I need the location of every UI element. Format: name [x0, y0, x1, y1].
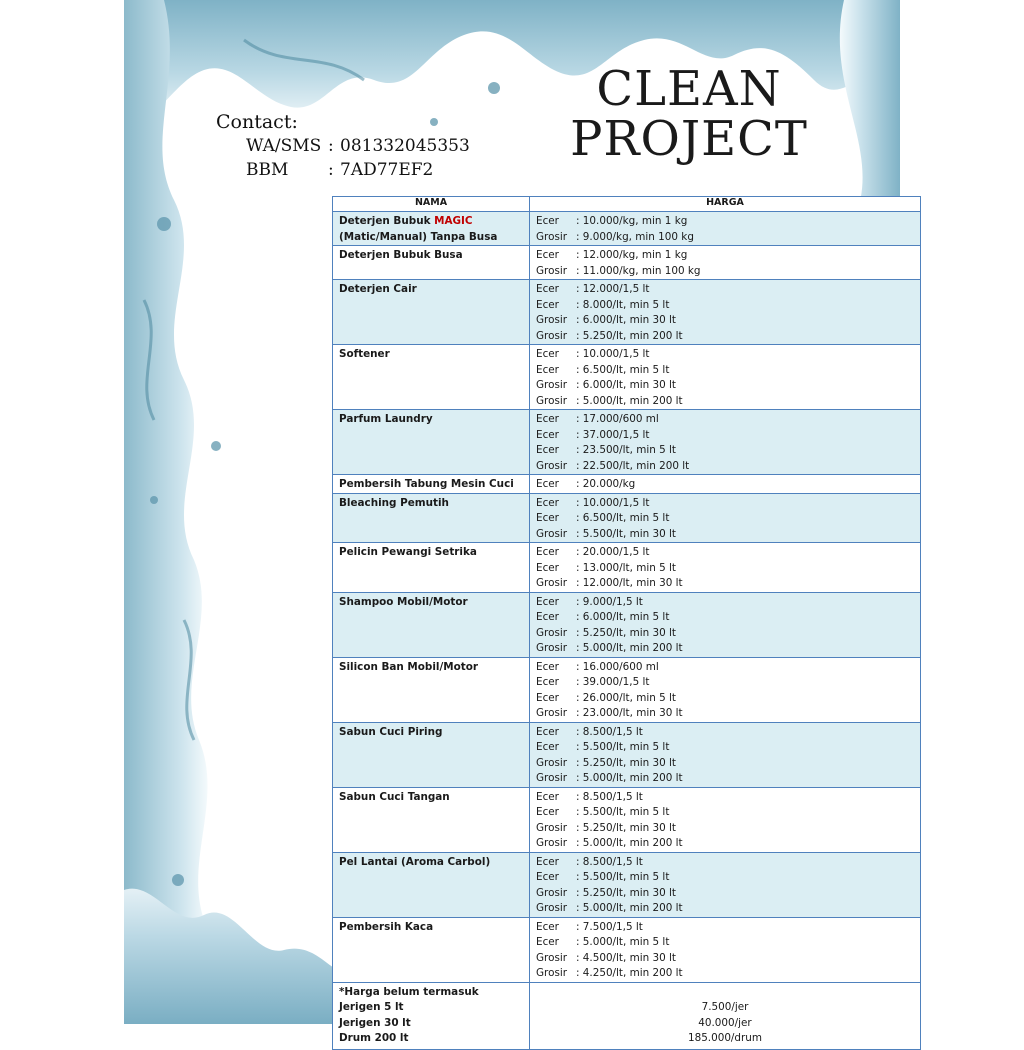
price-type: Ecer — [536, 512, 559, 524]
price-line — [536, 527, 920, 543]
price-value: : 5.500/lt, min 5 lt — [576, 871, 670, 883]
price-line — [536, 459, 920, 475]
footer-prices — [530, 982, 921, 1049]
price-table-footer — [333, 982, 921, 1049]
price-value: : 10.000/1,5 lt — [576, 496, 650, 509]
product-prices — [530, 657, 921, 722]
price-type: Ecer — [536, 855, 559, 868]
price-type: Ecer — [536, 725, 559, 738]
price-value: : 8.500/1,5 lt — [576, 855, 643, 868]
price-type: Grosir — [536, 642, 568, 654]
price-value: : 13.000/lt, min 5 lt — [576, 561, 676, 574]
table-row — [333, 493, 921, 543]
price-type: Ecer — [536, 283, 559, 295]
product-name-text: Shampoo Mobil/Motor — [339, 595, 468, 608]
price-value: : 12.000/1,5 lt — [576, 283, 650, 295]
product-name-text: Pembersih Kaca — [339, 920, 434, 933]
product-name-text: Deterjen Bubuk — [339, 215, 435, 227]
price-type: Ecer — [536, 348, 559, 360]
footer-item-price: 185.000/drum — [687, 1032, 763, 1044]
price-value: : 5.000/lt, min 200 lt — [576, 772, 683, 784]
table-row — [333, 475, 921, 494]
price-line — [536, 855, 920, 871]
price-value: : 12.000/lt, min 30 lt — [576, 577, 683, 589]
footer-note: *Harga belum termasuk — [339, 985, 479, 998]
price-type: Ecer — [536, 595, 559, 608]
footer-item-name: Drum 200 lt — [339, 1032, 409, 1044]
product-prices — [530, 787, 921, 852]
price-type: Ecer — [536, 676, 559, 688]
price-line — [536, 576, 920, 592]
price-value: : 4.250/lt, min 200 lt — [576, 967, 683, 979]
price-value: : 8.000/lt, min 5 lt — [576, 298, 670, 311]
price-line — [536, 394, 920, 410]
contact-separator: : — [328, 136, 334, 156]
table-row — [333, 722, 921, 787]
price-value: : 5.000/lt, min 200 lt — [576, 642, 683, 654]
contact-row-bbm — [246, 158, 470, 182]
table-header-row — [333, 197, 921, 212]
price-table — [332, 196, 921, 1050]
contact-row-wa — [246, 134, 470, 158]
price-line — [536, 901, 920, 917]
product-name — [333, 493, 530, 543]
product-name — [333, 280, 530, 345]
price-value: : 6.000/lt, min 5 lt — [576, 611, 670, 623]
product-name — [333, 657, 530, 722]
price-line — [536, 660, 920, 676]
price-value: : 11.000/kg, min 100 kg — [576, 264, 701, 277]
price-line — [536, 248, 920, 264]
table-row — [333, 657, 921, 722]
price-type: Grosir — [536, 772, 568, 784]
product-prices — [530, 722, 921, 787]
price-type: Grosir — [536, 459, 568, 472]
price-type: Grosir — [536, 527, 568, 540]
product-name-text: Sabun Cuci Piring — [339, 725, 443, 738]
product-name-text: Deterjen Cair — [339, 283, 417, 295]
price-value: : 20.000/1,5 lt — [576, 546, 650, 558]
price-type: Ecer — [536, 691, 559, 704]
price-value: : 5.500/lt, min 5 lt — [576, 806, 670, 818]
price-value: : 8.500/1,5 lt — [576, 790, 643, 803]
product-name-text: Bleaching Pemutih — [339, 496, 449, 509]
price-type: Grosir — [536, 707, 568, 719]
title-line-2: PROJECT — [570, 111, 808, 167]
price-line — [536, 298, 920, 314]
price-line — [536, 626, 920, 642]
price-type: Grosir — [536, 756, 568, 769]
price-line — [536, 821, 920, 837]
product-name-text: Parfum Laundry — [339, 413, 433, 425]
price-type: Grosir — [536, 626, 568, 639]
price-type: Grosir — [536, 230, 568, 243]
price-line — [536, 610, 920, 626]
price-line — [536, 545, 920, 561]
price-line — [536, 675, 920, 691]
product-name — [333, 410, 530, 475]
price-line — [536, 706, 920, 722]
product-name — [333, 917, 530, 982]
product-prices — [530, 493, 921, 543]
page-title — [544, 61, 834, 167]
price-line — [536, 805, 920, 821]
price-line — [536, 951, 920, 967]
price-value: : 9.000/kg, min 100 kg — [576, 230, 694, 243]
contact-bbm-pin: 7AD77EF2 — [340, 160, 434, 180]
price-line — [536, 935, 920, 951]
price-type: Grosir — [536, 394, 568, 407]
price-type: Ecer — [536, 215, 559, 227]
table-row — [333, 280, 921, 345]
product-name — [333, 852, 530, 917]
brand-highlight: MAGIC — [434, 215, 473, 227]
price-line — [536, 511, 920, 527]
table-row — [333, 543, 921, 593]
footer-row — [333, 982, 921, 1049]
price-line — [536, 561, 920, 577]
column-header-price: HARGA — [530, 197, 921, 212]
product-prices — [530, 475, 921, 494]
column-header-name: NAMA — [333, 197, 530, 212]
price-type: Ecer — [536, 444, 559, 456]
price-type: Ecer — [536, 428, 559, 441]
product-name-text: Softener — [339, 348, 390, 360]
product-name-text: Silicon Ban Mobil/Motor — [339, 660, 478, 673]
price-line — [536, 313, 920, 329]
price-type: Ecer — [536, 546, 559, 558]
footer-names — [333, 982, 530, 1049]
price-table-body — [333, 212, 921, 983]
price-type: Grosir — [536, 577, 568, 589]
price-line — [536, 443, 920, 459]
price-value: : 8.500/1,5 lt — [576, 725, 643, 738]
price-type: Grosir — [536, 837, 568, 849]
price-value: : 10.000/1,5 lt — [576, 348, 650, 360]
price-type: Grosir — [536, 314, 568, 326]
product-prices — [530, 410, 921, 475]
price-value: : 16.000/600 ml — [576, 660, 659, 673]
price-value: : 23.500/lt, min 5 lt — [576, 444, 676, 456]
price-type: Grosir — [536, 379, 568, 391]
product-prices — [530, 246, 921, 280]
price-value: : 4.500/lt, min 30 lt — [576, 951, 676, 964]
price-type: Ecer — [536, 871, 559, 883]
price-line — [536, 595, 920, 611]
product-name-text: Pel Lantai (Aroma Carbol) — [339, 855, 491, 868]
price-type: Ecer — [536, 478, 559, 490]
product-prices — [530, 852, 921, 917]
price-line — [536, 725, 920, 741]
price-type: Grosir — [536, 886, 568, 899]
table-row — [333, 917, 921, 982]
product-prices — [530, 212, 921, 246]
product-name — [333, 543, 530, 593]
contact-label: BBM — [246, 160, 289, 180]
title-line-1: CLEAN — [596, 61, 782, 117]
product-name-text: Pelicin Pewangi Setrika — [339, 546, 477, 558]
price-line — [536, 378, 920, 394]
price-line — [536, 740, 920, 756]
product-prices — [530, 280, 921, 345]
product-name-text: Deterjen Bubuk Busa — [339, 249, 463, 261]
table-row — [333, 212, 921, 246]
table-row — [333, 852, 921, 917]
table-row — [333, 592, 921, 657]
price-line — [536, 790, 920, 806]
price-line — [536, 641, 920, 657]
price-value: : 5.000/lt, min 200 lt — [576, 394, 683, 407]
contact-separator: : — [328, 160, 334, 180]
table-row — [333, 345, 921, 410]
price-type: Grosir — [536, 264, 568, 277]
price-value: : 12.000/kg, min 1 kg — [576, 249, 688, 261]
price-line — [536, 230, 920, 246]
price-line — [536, 886, 920, 902]
footer-item-price: 40.000/jer — [698, 1016, 752, 1029]
price-line — [536, 691, 920, 707]
price-type: Ecer — [536, 741, 559, 753]
footer-item-name: Jerigen 5 lt — [339, 1001, 404, 1013]
price-line — [536, 920, 920, 936]
price-line — [536, 771, 920, 787]
price-type: Grosir — [536, 951, 568, 964]
product-name — [333, 787, 530, 852]
price-type: Ecer — [536, 496, 559, 509]
price-value: : 5.000/lt, min 200 lt — [576, 837, 683, 849]
price-line — [536, 214, 920, 230]
price-type: Ecer — [536, 249, 559, 261]
price-line — [536, 870, 920, 886]
price-line — [536, 282, 920, 298]
price-value: : 23.000/lt, min 30 lt — [576, 707, 683, 719]
price-line — [536, 966, 920, 982]
price-type: Ecer — [536, 363, 559, 376]
product-prices — [530, 917, 921, 982]
price-line — [536, 412, 920, 428]
price-type: Ecer — [536, 936, 559, 948]
contact-title: Contact: — [216, 111, 298, 133]
price-line — [536, 363, 920, 379]
price-list-poster — [124, 0, 900, 1044]
product-prices — [530, 592, 921, 657]
price-type: Ecer — [536, 806, 559, 818]
price-line — [536, 756, 920, 772]
price-value: : 9.000/1,5 lt — [576, 595, 643, 608]
price-type: Ecer — [536, 413, 559, 425]
product-prices — [530, 543, 921, 593]
price-line — [536, 329, 920, 345]
price-value: : 22.500/lt, min 200 lt — [576, 459, 690, 472]
contact-block — [216, 110, 470, 182]
price-line — [536, 496, 920, 512]
price-line — [536, 836, 920, 852]
table-row — [333, 246, 921, 280]
footer-item-name: Jerigen 30 lt — [339, 1016, 411, 1029]
contact-phone: 081332045353 — [340, 136, 470, 156]
price-value: : 26.000/lt, min 5 lt — [576, 691, 676, 704]
product-name — [333, 592, 530, 657]
table-row — [333, 787, 921, 852]
contact-label: WA/SMS — [246, 136, 322, 156]
price-line — [536, 428, 920, 444]
price-type: Grosir — [536, 821, 568, 834]
page-margin-left — [0, 0, 124, 1024]
product-prices — [530, 345, 921, 410]
price-value: : 5.500/lt, min 30 lt — [576, 527, 676, 540]
price-type: Ecer — [536, 660, 559, 673]
price-value: : 6.000/lt, min 30 lt — [576, 314, 676, 326]
price-type: Grosir — [536, 329, 568, 342]
price-value: : 5.000/lt, min 200 lt — [576, 902, 683, 914]
price-value: : 6.000/lt, min 30 lt — [576, 379, 676, 391]
price-value: : 39.000/1,5 lt — [576, 676, 650, 688]
price-line — [536, 264, 920, 280]
product-name-text: (Matic/Manual) Tanpa Busa — [339, 230, 498, 243]
product-name — [333, 345, 530, 410]
price-value: : 17.000/600 ml — [576, 413, 659, 425]
price-type: Ecer — [536, 298, 559, 311]
price-value: : 5.250/lt, min 30 lt — [576, 626, 676, 639]
price-value: : 7.500/1,5 lt — [576, 920, 643, 933]
price-value: : 20.000/kg — [576, 478, 636, 490]
price-type: Ecer — [536, 561, 559, 574]
price-value: : 5.250/lt, min 30 lt — [576, 821, 676, 834]
product-name — [333, 246, 530, 280]
price-value: : 5.250/lt, min 30 lt — [576, 886, 676, 899]
price-value: : 6.500/lt, min 5 lt — [576, 363, 670, 376]
product-name — [333, 722, 530, 787]
footer-item-price: 7.500/jer — [701, 1001, 749, 1013]
price-line — [536, 477, 920, 493]
price-type: Grosir — [536, 967, 568, 979]
price-type: Ecer — [536, 790, 559, 803]
price-value: : 10.000/kg, min 1 kg — [576, 215, 688, 227]
price-line — [536, 347, 920, 363]
product-name-text: Pembersih Tabung Mesin Cuci — [339, 478, 514, 490]
product-name — [333, 475, 530, 494]
price-value: : 37.000/1,5 lt — [576, 428, 650, 441]
price-type: Ecer — [536, 611, 559, 623]
price-type: Grosir — [536, 902, 568, 914]
price-value: : 5.500/lt, min 5 lt — [576, 741, 670, 753]
product-name-text: Sabun Cuci Tangan — [339, 790, 450, 803]
price-value: : 5.000/lt, min 5 lt — [576, 936, 670, 948]
price-type: Ecer — [536, 920, 559, 933]
product-name — [333, 212, 530, 246]
table-row — [333, 410, 921, 475]
price-value: : 5.250/lt, min 30 lt — [576, 756, 676, 769]
price-value: : 6.500/lt, min 5 lt — [576, 512, 670, 524]
price-value: : 5.250/lt, min 200 lt — [576, 329, 683, 342]
